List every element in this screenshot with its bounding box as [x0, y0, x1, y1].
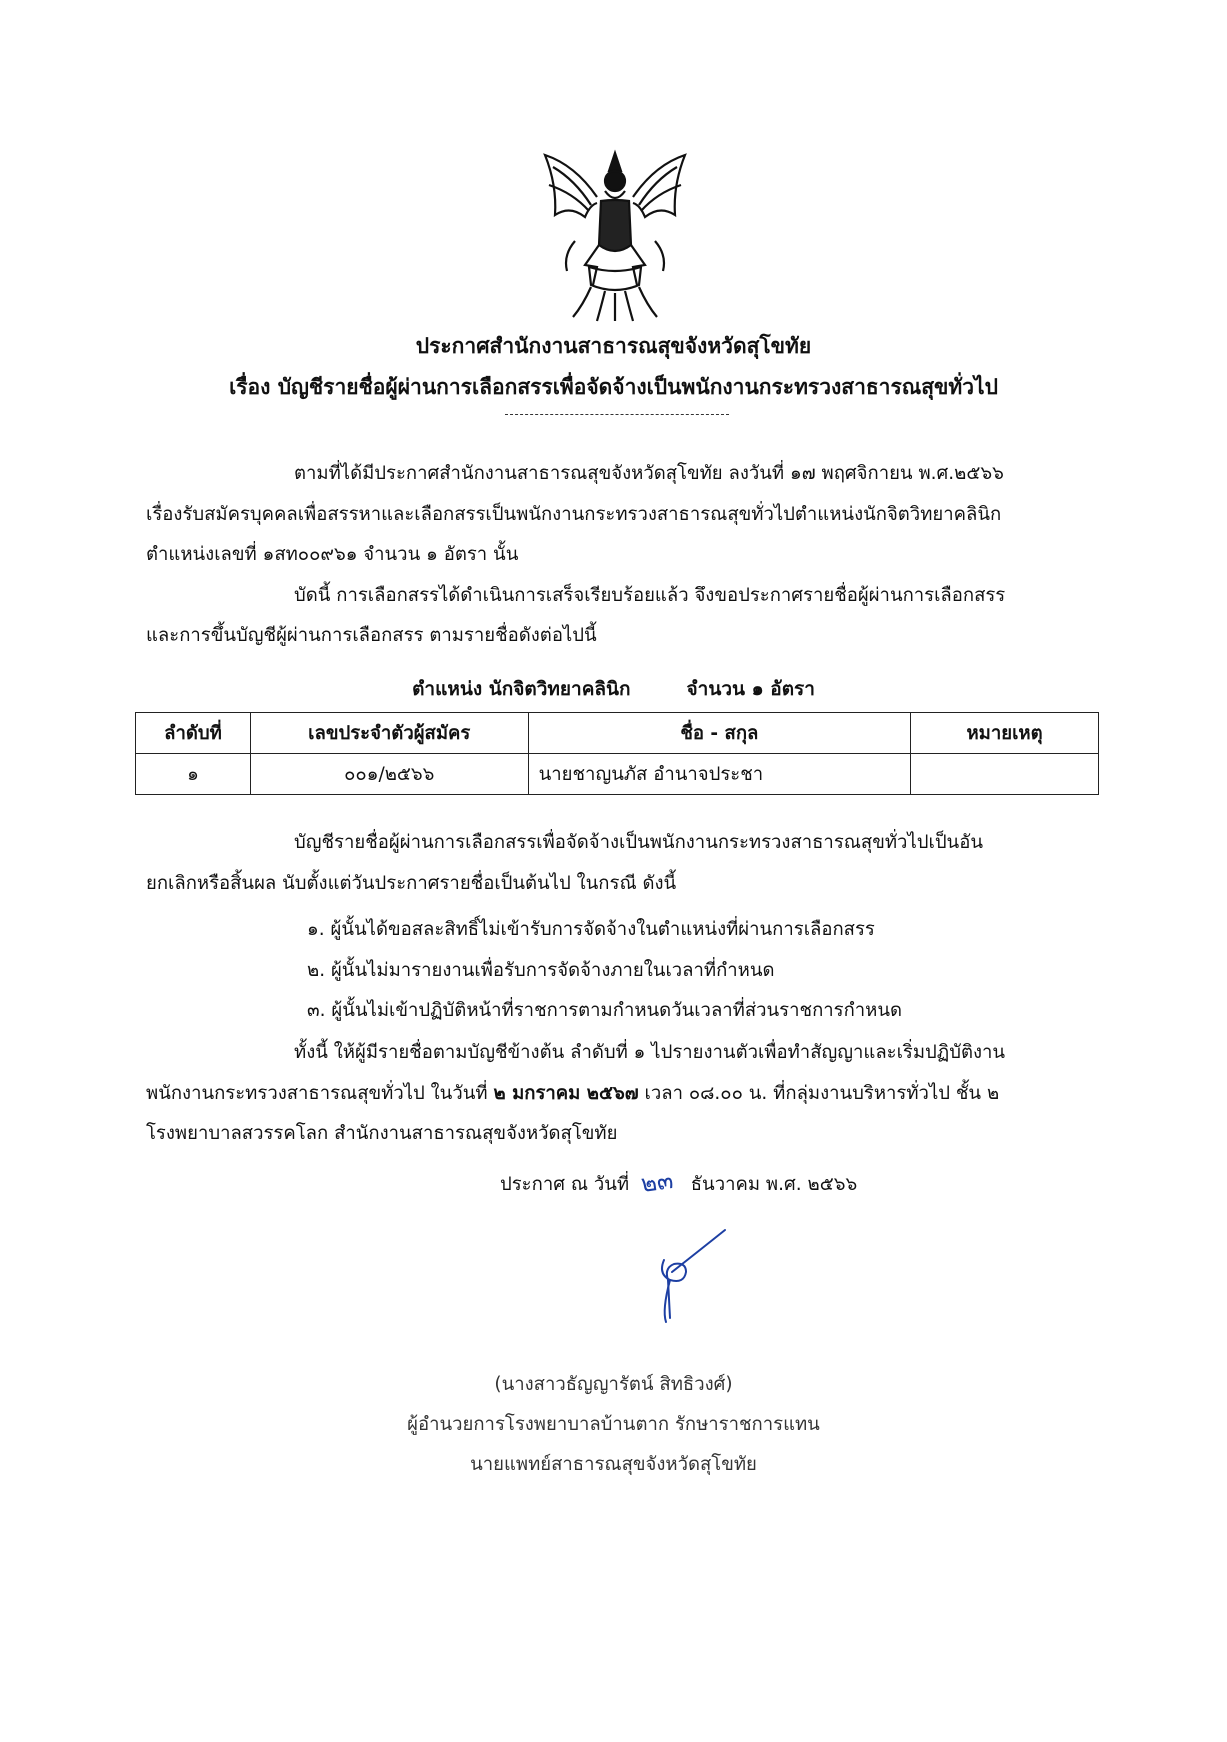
dated-line	[500, 1165, 858, 1199]
announce-line-1: บัดนี้ การเลือกสรรได้ดำเนินการเสร็จเรียบร้อยแล้ว จึงขอประกาศรายชื่อผู้ผ่านการเลือกสรร	[294, 585, 1006, 606]
signer-name: (นางสาวธัญญารัตน์ สิทธิวงศ์)	[494, 1374, 733, 1395]
cell-applicant-id: ๐๐๑/๒๕๖๖	[250, 754, 528, 795]
report-line-3: โรงพยาบาลสวรรคโลก สำนักงานสาธารณสุขจังหวัดสุโขทัย	[146, 1123, 618, 1144]
cancel-item-3: ๓. ผู้นั้นไม่เข้าปฏิบัติหน้าที่ราชการตามกำหนดวันเวลาที่ส่วนราชการกำหนด	[307, 1000, 903, 1021]
report-line-2	[146, 1082, 999, 1106]
dated-pre: ประกาศ ณ วันที่	[500, 1174, 630, 1195]
col-order: ลำดับที่	[136, 713, 251, 754]
result-table	[135, 712, 1099, 795]
report-line-2-pre: พนักงานกระทรวงสาธารณสุขทั่วไป ในวันที่	[146, 1083, 494, 1104]
signature-mark	[600, 1210, 750, 1360]
signer-title-1: ผู้อำนวยการโรงพยาบาลบ้านตาก รักษาราชการแทน	[407, 1414, 820, 1435]
cell-order: ๑	[136, 754, 251, 795]
cancel-item-2: ๒. ผู้นั้นไม่มารายงานเพื่อรับการจัดจ้างภายในเวลาที่กำหนด	[307, 960, 775, 981]
title-divider	[505, 414, 729, 415]
garuda-emblem	[535, 145, 695, 325]
table-header-row	[136, 713, 1099, 754]
dated-post: ธันวาคม พ.ศ. ๒๕๖๖	[690, 1174, 858, 1195]
cancel-line-2: ยกเลิกหรือสิ้นผล นับตั้งแต่วันประกาศรายชื่อเป็นต้นไป ในกรณี ดังนี้	[146, 873, 677, 894]
signer-title-2: นายแพทย์สาธารณสุขจังหวัดสุโขทัย	[470, 1454, 757, 1475]
intro-line-3: ตำแหน่งเลขที่ ๑สท๐๐๙๖๑ จำนวน ๑ อัตรา นั้น	[146, 544, 519, 565]
announce-line-2: และการขึ้นบัญชีผู้ผ่านการเลือกสรร ตามรายชื่อดังต่อไปนี้	[146, 625, 597, 646]
intro-line-1: ตามที่ได้มีประกาศสำนักงานสาธารณสุขจังหวัดสุโขทัย ลงวันที่ ๑๗ พฤศจิกายน พ.ศ.๒๕๖๖	[294, 463, 1004, 484]
col-remark: หมายเหตุ	[911, 713, 1099, 754]
announcement-subject: เรื่อง บัญชีรายชื่อผู้ผ่านการเลือกสรรเพื่อจัดจ้างเป็นพนักงานกระทรวงสาธารณสุขทั่วไป	[229, 375, 998, 399]
col-fullname: ชื่อ - สกุล	[528, 713, 910, 754]
position-count: จำนวน ๑ อัตรา	[686, 678, 815, 700]
report-line-2-post: เวลา ๐๘.๐๐ น. ที่กลุ่มงานบริหารทั่วไป ชั้น ๒	[638, 1083, 1000, 1104]
table-row	[136, 754, 1099, 795]
position-heading	[0, 674, 1227, 704]
cancel-line-1: บัญชีรายชื่อผู้ผ่านการเลือกสรรเพื่อจัดจ้างเป็นพนักงานกระทรวงสาธารณสุขทั่วไปเป็นอัน	[294, 832, 983, 853]
report-date: ๒ มกราคม ๒๕๖๗	[493, 1083, 639, 1104]
col-applicant-id: เลขประจำตัวผู้สมัคร	[250, 713, 528, 754]
cell-remark	[911, 754, 1099, 795]
report-line-1: ทั้งนี้ ให้ผู้มีรายชื่อตามบัญชีข้างต้น ลำดับที่ ๑ ไปรายงานตัวเพื่อทำสัญญาและเริ่มปฏิบัติงาน	[294, 1042, 1006, 1063]
cell-fullname: นายชาญนภัส อำนาจประชา	[528, 754, 910, 795]
cancel-item-1: ๑. ผู้นั้นได้ขอสละสิทธิ์ไม่เข้ารับการจัดจ้างในตำแหน่งที่ผ่านการเลือกสรร	[307, 919, 875, 940]
announcement-title: ประกาศสำนักงานสาธารณสุขจังหวัดสุโขทัย	[415, 334, 812, 358]
intro-line-2: เรื่องรับสมัครบุคคลเพื่อสรรหาและเลือกสรรเป็นพนักงานกระทรวงสาธารณสุขทั่วไปตำแหน่งนักจิตวิทยาคลินิก	[146, 504, 1002, 525]
dated-day-handwritten: ๒๓	[639, 1165, 675, 1199]
position-label: ตำแหน่ง นักจิตวิทยาคลินิก	[412, 678, 631, 700]
